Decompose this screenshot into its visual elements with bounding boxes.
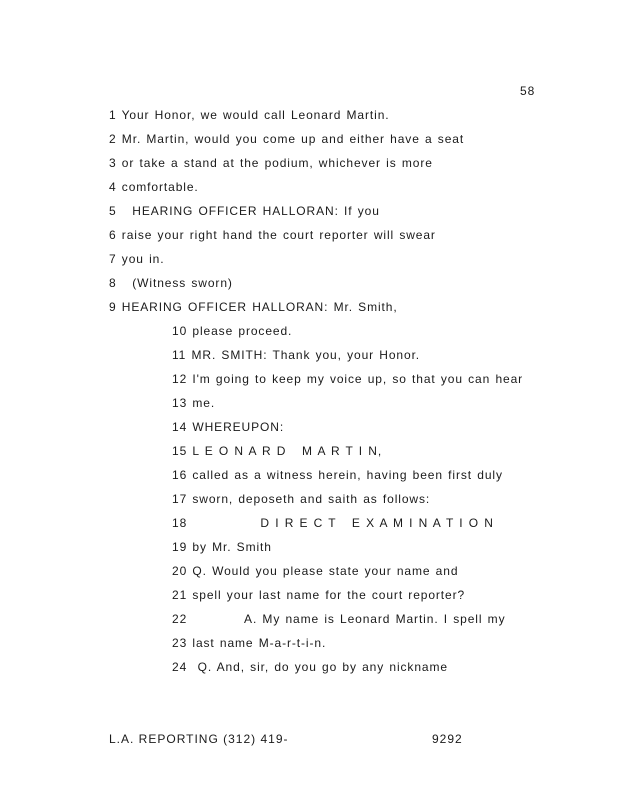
transcript-line-24: 24 Q. And, sir, do you go by any nickname [172, 660, 448, 674]
transcript-line-20: 20 Q. Would you please state your name and [172, 564, 459, 578]
footer-phone-suffix: 9292 [432, 732, 463, 746]
transcript-line-3: 3 or take a stand at the podium, whichever is more [109, 156, 433, 170]
transcript-line-4: 4 comfortable. [109, 180, 199, 194]
transcript-line-2: 2 Mr. Martin, would you come up and either have a seat [109, 132, 465, 146]
transcript-line-18: 18 D I R E C T E X A M I N A T I O N [172, 516, 494, 530]
transcript-line-12: 12 I'm going to keep my voice up, so that you can hear [172, 372, 524, 386]
page-number: 58 [520, 84, 536, 98]
transcript-line-1: 1 Your Honor, we would call Leonard Martin. [109, 108, 390, 122]
transcript-line-14: 14 WHEREUPON: [172, 420, 285, 434]
transcript-line-22: 22 A. My name is Leonard Martin. I spell my [172, 612, 506, 626]
transcript-line-9: 9 HEARING OFFICER HALLORAN: Mr. Smith, [109, 300, 398, 314]
transcript-line-17: 17 sworn, deposeth and saith as follows: [172, 492, 431, 506]
transcript-line-8: 8 (Witness sworn) [109, 276, 233, 290]
transcript-line-16: 16 called as a witness herein, having been first duly [172, 468, 503, 482]
transcript-line-10: 10 please proceed. [172, 324, 293, 338]
transcript-line-6: 6 raise your right hand the court reporter will swear [109, 228, 436, 242]
transcript-line-15: 15 L E O N A R D M A R T I N, [172, 444, 383, 458]
footer-reporter: L.A. REPORTING (312) 419- [109, 732, 289, 746]
transcript-line-19: 19 by Mr. Smith [172, 540, 272, 554]
transcript-line-13: 13 me. [172, 396, 216, 410]
transcript-line-7: 7 you in. [109, 252, 165, 266]
transcript-line-11: 11 MR. SMITH: Thank you, your Honor. [172, 348, 421, 362]
transcript-line-21: 21 spell your last name for the court reporter? [172, 588, 466, 602]
transcript-line-5: 5 HEARING OFFICER HALLORAN: If you [109, 204, 380, 218]
transcript-line-23: 23 last name M-a-r-t-i-n. [172, 636, 327, 650]
